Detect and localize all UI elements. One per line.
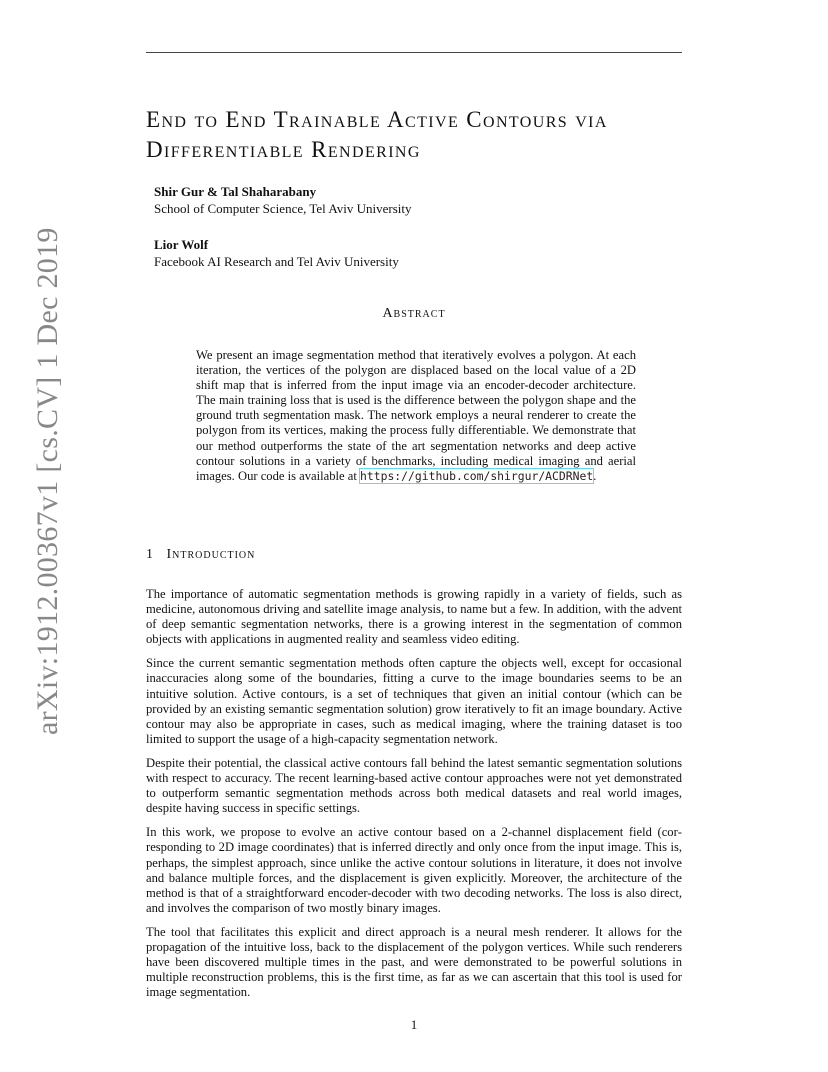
paragraph: In this work, we propose to evolve an active contour based on a 2-channel displacement field (corresponding to 2D image coordinates) that is inferred directly and only once from the input image. This is, perhaps, the simplest approach, since unlike the active contour solutions in literature, it does not involve and balance multiple forces, and the displacement is given explicitly. Moreover, the architecture of the method is that of a straightforward encoder-decoder with two decoding networks. The loss is also direct, and involves the comparison of two mostly binary images.	[146, 825, 682, 915]
code-link[interactable]: https://github.com/shirgur/ACDRNet	[360, 468, 594, 483]
abstract-heading: Abstract	[382, 306, 446, 321]
top-rule	[146, 52, 682, 53]
section-heading	[146, 547, 255, 563]
abstract-body	[196, 348, 636, 484]
arxiv-stamp: arXiv:1912.00367v1 [cs.CV] 1 Dec 2019	[31, 227, 64, 735]
abstract-end: .	[593, 468, 597, 483]
author-affiliation: School of Computer Science, Tel Aviv University	[154, 201, 412, 216]
title-line-1: End to End Trainable Active Contours via	[146, 107, 608, 132]
author-block-1	[154, 183, 412, 217]
paragraph: The importance of automatic segmentation methods is growing rapidly in a variety of fields, such as medicine, autonomous driving and satellite image analysis, to name but a few. In addition, with the advent of deep semantic segmentation networks, there is a growing interest in the segmentation of common objects with applications in augmented reality and seamless video editing.	[146, 587, 682, 647]
section-number: 1	[146, 547, 154, 562]
paragraph: Since the current semantic segmentation methods often capture the objects well, except for occasional inaccuracies along some of the boundaries, fitting a curve to the image boundaries seems to be an intuitive solution. Active contours, is a set of techniques that given an initial contour (which can be provided by an existing semantic segmentation solution) grow iteratively to fit an image boundary. Active contour may also be appropriate in cases, such as medical imaging, where the training dataset is too limited to support the usage of a high-capacity segmentation network.	[146, 656, 682, 746]
section-body	[146, 587, 682, 1009]
author-names: Lior Wolf	[154, 237, 209, 252]
paragraph: The tool that facilitates this explicit and direct approach is a neural mesh renderer. It allows for the propagation of the intuitive loss, back to the displacement of the polygon vertices. While such renderers have been discovered multiple times in the past, and were demonstrated to be powerful solutions in multiple reconstruction problems, this is the first time, as far as we can ascertain that this tool is used for image segmentation.	[146, 924, 682, 1000]
author-names: Shir Gur & Tal Shaharabany	[154, 184, 317, 199]
paragraph: Despite their potential, the classical active contours fall behind the latest semantic segmentation solutions with respect to accuracy. The recent learning-based active contour approaches were not yet demonstrated to outperform semantic segmentation methods across both medical datasets and real world images, despite having success in specific settings.	[146, 755, 682, 816]
paper-title	[146, 105, 706, 165]
title-line-2: Differentiable Rendering	[146, 137, 421, 162]
author-block-2	[154, 236, 399, 270]
section-title: Introduction	[166, 547, 256, 562]
author-affiliation: Facebook AI Research and Tel Aviv University	[154, 254, 399, 269]
abstract-text: We present an image segmentation method that iteratively evolves a polygon. At each iteration, the vertices of the polygon are displaced based on the local value of a 2D shift map that is inferred from the input image via an encoder-decoder architecture. The main training loss that is used is the difference between the polygon shape and the ground truth segmentation mask. The network employs a neural renderer to create the polygon from its vertices, making the process fully differentiable. We demonstrate that our method outperforms the state of the art segmentation networks and deep active contour solutions in a variety of benchmarks, including medical imaging and aerial images. Our code is available at	[196, 348, 636, 483]
page-number: 1	[410, 1017, 418, 1032]
